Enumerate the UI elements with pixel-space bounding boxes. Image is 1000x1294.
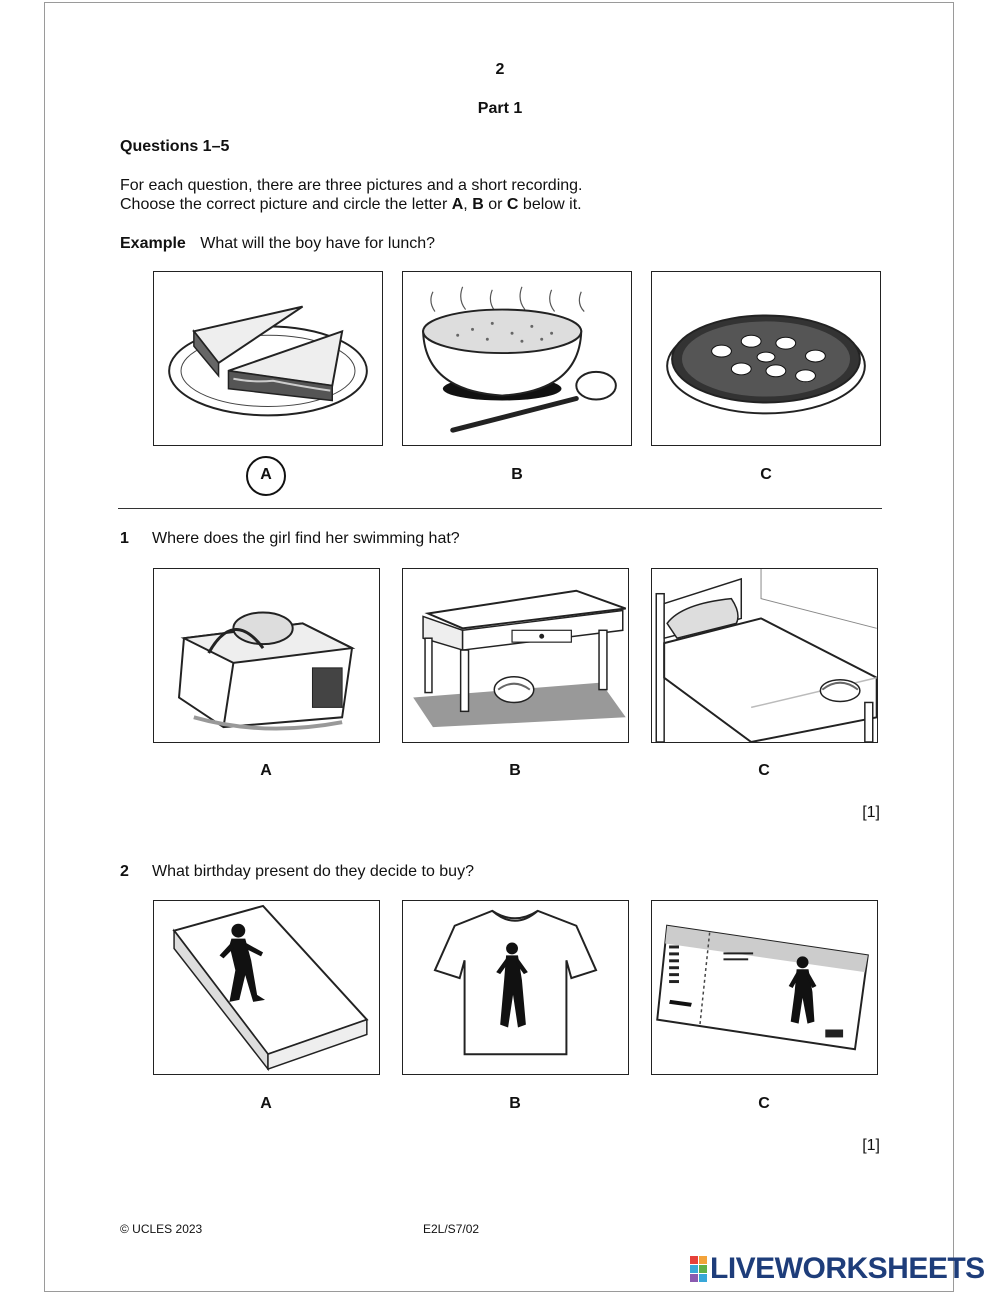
q2-option-b[interactable]: B	[509, 1095, 521, 1112]
example-question	[120, 234, 435, 253]
q1-option-a[interactable]: A	[260, 762, 272, 779]
instruction-line-1: For each question, there are three pictures and a short recording.	[120, 177, 583, 194]
question-2-text: What birthday present do they decide to buy?	[152, 863, 474, 880]
footer-code: E2L/S7/02	[423, 1222, 480, 1236]
ticket-icon	[652, 901, 877, 1074]
table-icon	[403, 569, 628, 742]
example-label: Example	[120, 235, 186, 252]
question-1-text: Where does the girl find her swimming hat?	[152, 530, 460, 547]
liveworksheets-logo[interactable]	[690, 1252, 985, 1286]
soup-bowl-icon	[403, 272, 631, 445]
footer-copyright: © UCLES 2023	[120, 1222, 203, 1236]
q1-option-c[interactable]: C	[758, 762, 770, 779]
logo-text: LIVEWORKSHEETS	[710, 1252, 985, 1285]
q1-option-b[interactable]: B	[509, 762, 521, 779]
part-title: Part 1	[477, 100, 523, 117]
q2-option-c[interactable]: C	[758, 1095, 770, 1112]
q2-picture-a[interactable]	[153, 900, 380, 1075]
question-2-number: 2	[120, 863, 129, 880]
q1-mark: [1]	[862, 804, 880, 821]
bed-icon	[652, 569, 877, 742]
question-1	[120, 529, 460, 548]
example-picture-c[interactable]	[651, 271, 881, 446]
example-picture-b[interactable]	[402, 271, 632, 446]
example-option-b[interactable]: B	[511, 466, 523, 483]
instructions	[120, 176, 582, 214]
book-icon	[154, 901, 379, 1074]
question-2	[120, 862, 474, 881]
q1-picture-a[interactable]	[153, 568, 380, 743]
q2-picture-b[interactable]	[402, 900, 629, 1075]
page-number: 2	[495, 61, 505, 78]
q2-picture-c[interactable]	[651, 900, 878, 1075]
q2-mark: [1]	[862, 1137, 880, 1154]
instruction-line-2: Choose the correct picture and circle the letter A, B or C below it.	[120, 196, 582, 213]
question-1-number: 1	[120, 530, 129, 547]
q2-option-a[interactable]: A	[260, 1095, 272, 1112]
logo-tiles-icon	[690, 1256, 707, 1282]
tshirt-icon	[403, 901, 628, 1074]
questions-heading: Questions 1–5	[120, 138, 230, 155]
example-text: What will the boy have for lunch?	[200, 235, 436, 252]
example-option-c[interactable]: C	[760, 466, 772, 483]
example-option-a[interactable]: A	[260, 466, 272, 483]
bag-icon	[154, 569, 379, 742]
q1-picture-c[interactable]	[651, 568, 878, 743]
pizza-icon	[652, 272, 880, 445]
q1-picture-b[interactable]	[402, 568, 629, 743]
example-picture-a[interactable]	[153, 271, 383, 446]
section-divider	[118, 508, 882, 509]
sandwich-icon	[154, 272, 382, 445]
